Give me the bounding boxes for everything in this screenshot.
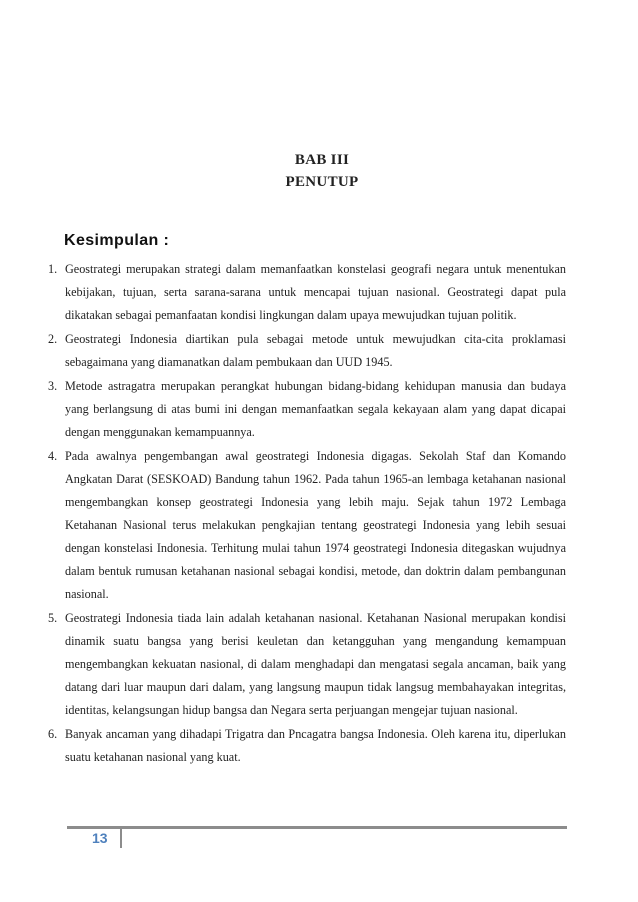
list-item [48,445,566,606]
chapter-title: PENUTUP [285,174,359,190]
item-number: 2. [48,332,58,346]
chapter-number: BAB III [294,152,350,168]
item-text: Geostrategi merupakan strategi dalam memanfaatkan konstelasi geografi negara untuk menentukan kebijakan, tujuan, serta sarana-sarana untuk mencapai tujuan nasional. Geostrategi dapat pula dikatakan sebagai pemanfaatan kondisi lingkungan dalam upaya mewujudkan tujuan politik. [65,262,566,322]
conclusion-list [48,258,566,770]
list-item [48,328,566,374]
item-number: 6. [48,727,58,741]
item-number: 1. [48,262,58,276]
section-heading: Kesimpulan : [64,232,170,249]
list-item [48,607,566,722]
list-item [48,258,566,327]
footer-rule [67,826,567,829]
item-text: Metode astragatra merupakan perangkat hubungan bidang-bidang kehidupan manusia dan budaya yang berlangsung di atas bumi ini dengan memanfaatkan segala kekayaan alam yang dapat dicapai dengan menggunakan kemampuannya. [65,379,566,439]
item-text: Banyak ancaman yang dihadapi Trigatra dan Pncagatra bangsa Indonesia. Oleh karena itu, diperlukan suatu ketahanan nasional yang kuat. [65,727,566,764]
item-number: 5. [48,611,58,625]
item-text: Pada awalnya pengembangan awal geostrategi Indonesia digagas. Sekolah Staf dan Komando Angkatan Darat (SESKOAD) Bandung tahun 1962. Pada tahun 1965-an lembaga ketahanan nasional mengembangkan konsep geostrategi Indonesia yang lebih maju. Sejak tahun 1972 Lembaga Ketahanan Nasional terus melakukan pengkajian tentang geostrategi Indonesia yang lebih sesuai dengan konstelasi Indonesia. Terhitung mulai tahun 1974 geostrategi Indonesia ditegaskan wujudnya dalam bentuk rumusan ketahanan nasional sebagai kondisi, metode, dan doktrin dalam pembangunan nasional. [65,449,566,601]
page-number: 13 [92,830,108,846]
item-text: Geostrategi Indonesia diartikan pula sebagai metode untuk mewujudkan cita-cita proklamasi sebagaimana yang diamanatkan dalam pembukaan dan UUD 1945. [65,332,566,369]
item-number: 3. [48,379,58,393]
list-item [48,375,566,444]
item-text: Geostrategi Indonesia tiada lain adalah ketahanan nasional. Ketahanan Nasional merupakan kondisi dinamik suatu bangsa yang berisi keuletan dan ketangguhan yang mengandung kemampuan mengembangkan kekuatan nasional, di dalam menghadapi dan mengatasi segala ancaman, baik yang datang dari luar maupun dari dalam, yang langsung maupun tidak langsug membahayakan integritas, identitas, kelangsungan hidup bangsa dan Negara serta perjuangan mengejar tujuan nasional. [65,611,566,717]
footer-divider [120,828,122,848]
item-number: 4. [48,449,58,463]
list-item [48,723,566,769]
